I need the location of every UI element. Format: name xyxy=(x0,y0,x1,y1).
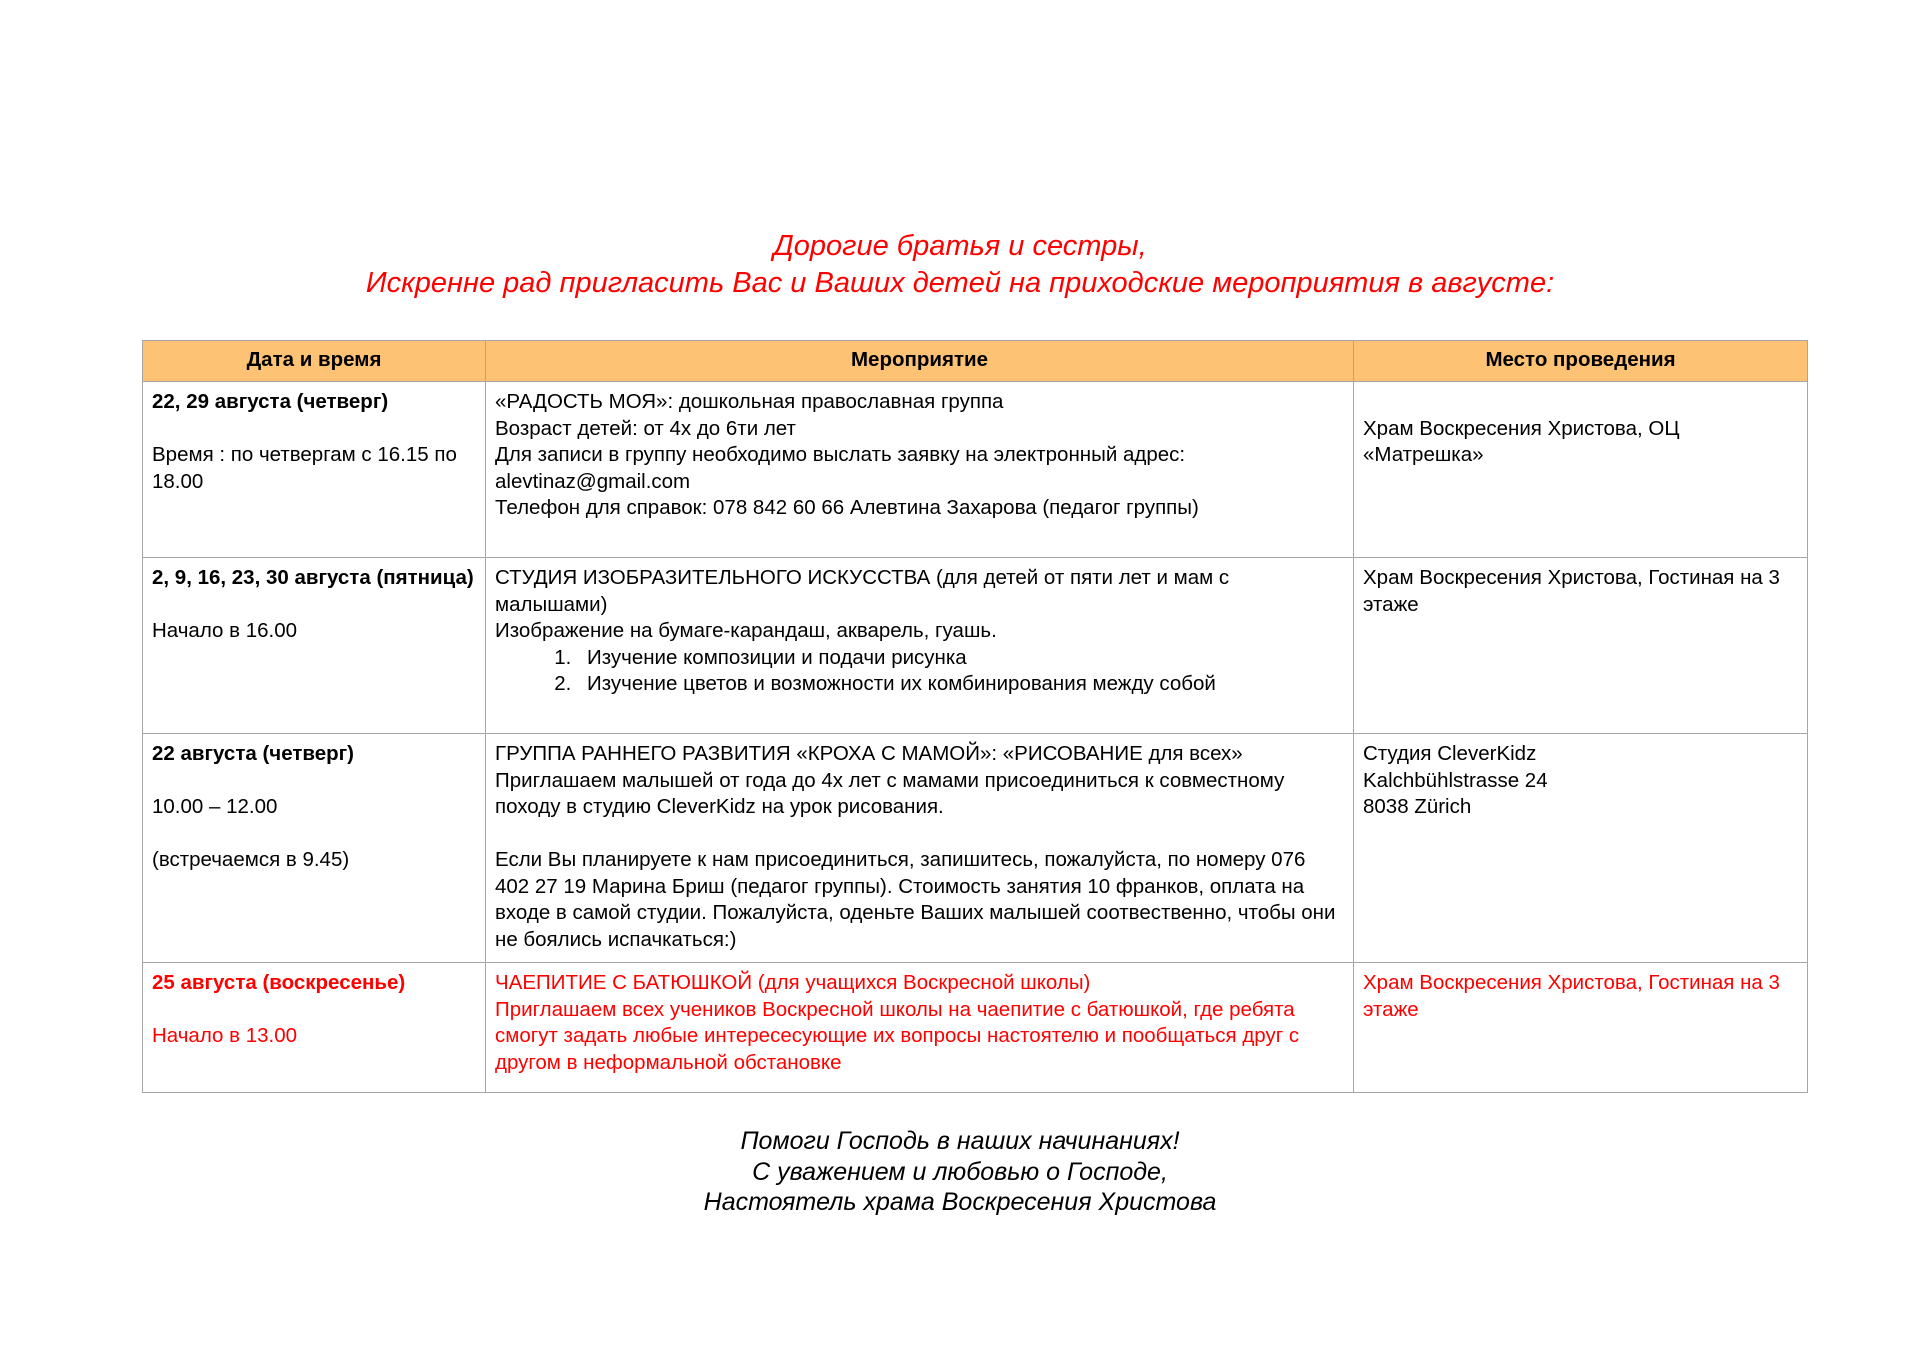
list-item: 2. Изучение цветов и возможности их комбинирования между собой xyxy=(577,671,1344,698)
event-signup: Для записи в группу необходимо выслать заявку на электронный адрес: xyxy=(495,443,1186,466)
table-row xyxy=(143,382,1808,558)
header-date-time: Дата и время xyxy=(143,341,486,382)
event-subtitle: Изображение на бумаге-карандаш, акварель, гуашь. xyxy=(495,619,997,642)
event-title: ГРУППА РАННЕГО РАЗВИТИЯ «КРОХА С МАМОЙ»: «РИСОВАНИЕ для всех» xyxy=(495,742,1243,765)
event-title: СТУДИЯ ИЗОБРАЗИТЕЛЬНОГО ИСКУССТВА (для детей от пяти лет и мам с малышами) xyxy=(495,566,1230,616)
closing-line-3: Настоятель храма Воскресения Христова xyxy=(703,1188,1217,1216)
event-date: 2, 9, 16, 23, 30 августа (пятница) xyxy=(152,566,474,589)
event-description: Приглашаем малышей от года до 4х лет с мамами присоединиться к совместному походу в студию CleverKidz на урок рисования. xyxy=(495,768,1285,818)
cell-date-time xyxy=(143,963,486,1093)
cell-place xyxy=(1354,382,1808,558)
closing-signature xyxy=(0,1126,1920,1218)
event-place: Храм Воскресения Христова, Гостиная на 3 этаже xyxy=(1363,971,1780,1021)
cell-event xyxy=(486,558,1354,734)
event-time: Начало в 13.00 xyxy=(152,1024,298,1047)
cell-event xyxy=(486,382,1354,558)
event-date: 25 августа (воскресенье) xyxy=(152,971,406,994)
event-time: 10.00 – 12.00 xyxy=(152,795,278,818)
closing-line-2: С уважением и любовью о Господе, xyxy=(752,1157,1168,1186)
events-table xyxy=(142,340,1808,1093)
closing-line-1: Помоги Господь в наших начинаниях! xyxy=(740,1127,1180,1155)
event-date: 22 августа (четверг) xyxy=(152,742,354,765)
event-title: «РАДОСТЬ МОЯ»: дошкольная православная группа xyxy=(495,390,1004,413)
cell-event xyxy=(486,963,1354,1093)
event-place: Храм Воскресения Христова, ОЦ «Матрешка» xyxy=(1363,416,1680,466)
event-email: alevtinaz@gmail.com xyxy=(495,469,691,493)
event-items-list xyxy=(495,645,1344,698)
table-header-row xyxy=(143,341,1808,382)
cell-date-time xyxy=(143,734,486,963)
invitation-heading xyxy=(0,228,1920,302)
cell-event xyxy=(486,734,1354,963)
place-city: 8038 Zürich xyxy=(1363,795,1472,818)
event-phone: Телефон для справок: 078 842 60 66 Алевтина Захарова (педагог группы) xyxy=(495,496,1199,519)
event-time: Начало в 16.00 xyxy=(152,619,298,642)
place-street: Kalchbühlstrasse 24 xyxy=(1363,768,1548,792)
event-title: ЧАЕПИТИЕ С БАТЮШКОЙ (для учащихся Воскресной школы) xyxy=(495,971,1091,994)
header-event: Мероприятие xyxy=(486,341,1354,382)
table-row xyxy=(143,963,1808,1093)
cell-date-time xyxy=(143,382,486,558)
heading-line-1: Дорогие братья и сестры, xyxy=(773,230,1147,262)
table-row xyxy=(143,734,1808,963)
cell-place xyxy=(1354,963,1808,1093)
event-date: 22, 29 августа (четверг) xyxy=(152,390,389,413)
cell-place xyxy=(1354,734,1808,963)
list-item: 1. Изучение композиции и подачи рисунка xyxy=(577,645,1344,672)
cell-date-time xyxy=(143,558,486,734)
event-time: Время : по четвергам с 16.15 по 18.00 xyxy=(152,443,457,493)
place-studio: Студия CleverKidz xyxy=(1363,742,1537,765)
heading-line-2: Искренне рад пригласить Вас и Ваших детей на приходские мероприятия в августе: xyxy=(365,267,1555,299)
table-row xyxy=(143,558,1808,734)
cell-place xyxy=(1354,558,1808,734)
event-place: Храм Воскресения Христова, Гостиная на 3 этаже xyxy=(1363,566,1780,616)
header-place: Место проведения xyxy=(1354,341,1808,382)
event-description: Приглашаем всех учеников Воскресной школы на чаепитие с батюшкой, где ребята смогут задать любые интересесующие их вопросы настоятелю и пообщаться друг с другом в неформальной обстановке xyxy=(495,997,1300,1074)
event-meeting-note: (встречаемся в 9.45) xyxy=(152,848,350,871)
event-age: Возраст детей: от 4х до 6ти лет xyxy=(495,416,796,440)
event-signup-info: Если Вы планируете к нам присоединиться, запишитесь, пожалуйста, по номеру 076 402 27 19 Марина Бриш (педагог группы). Стоимость занятия 10 франков, оплата на входе в самой студии. Пожалуйста, оденьте Ваших малышей соотвественно, чтобы они не боялись испачкаться:) xyxy=(495,848,1336,951)
